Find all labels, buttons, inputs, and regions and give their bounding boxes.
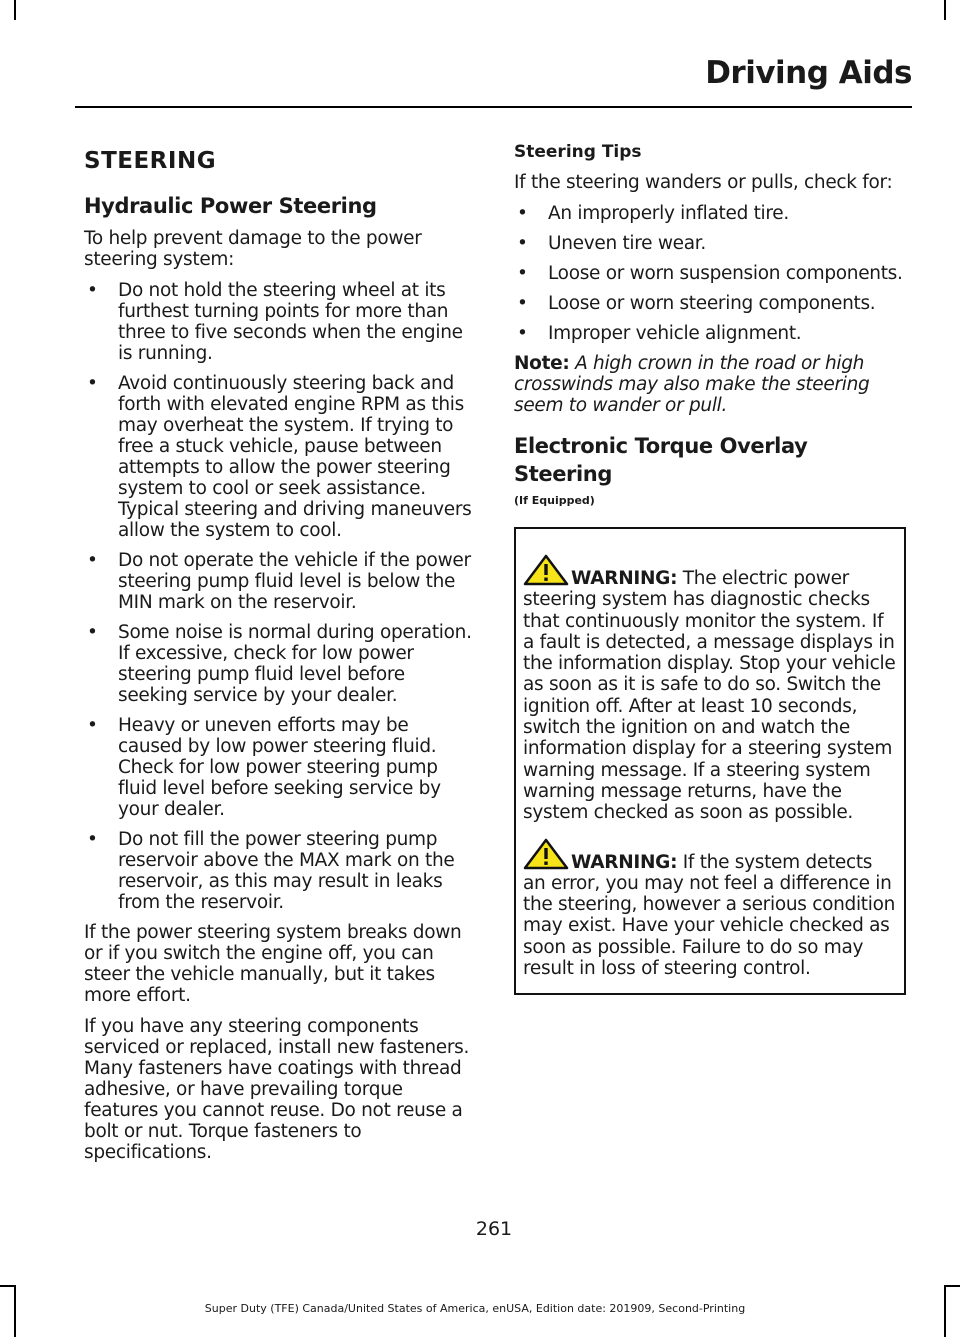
- page-footer: Super Duty (TFE) Canada/United States of America, enUSA, Edition date: 201909, Second-Printing: [204, 1302, 746, 1315]
- warning-label: WARNING:: [571, 568, 678, 589]
- list-item: • Do not fill the power steering pump reservoir above the MAX mark on the reservoir, as this may result in leaks from the reservoir.: [87, 829, 455, 913]
- note: [514, 353, 908, 416]
- steering-tips-title: Steering Tips: [514, 142, 642, 162]
- list-item: • Some noise is normal during operation. If excessive, check for low power steering pump fluid level before seeking service by your dealer.: [87, 622, 472, 706]
- list-item: • Do not operate the vehicle if the power steering pump fluid level is below the MIN mark on the reservoir.: [87, 550, 471, 613]
- subsection-title: Hydraulic Power Steering: [84, 194, 377, 218]
- list-item: • Heavy or uneven efforts may be caused by low power steering fluid. Check for low power steering pump fluid level before seeking service by your dealer.: [87, 715, 441, 820]
- warning-text: If the system detects an error, you may not feel a difference in the steering, however a serious condition may exist. Have your vehicle checked as soon as possible. Failure to do so may result in loss of steering control.: [523, 851, 896, 980]
- warning-text: The electric power steering system has diagnostic checks that continuously monitor the system. If a fault is detected, a message displays in the information display. Stop your vehicle as soon as it is safe to do so. Switch the ignition off. After at least 10 seconds, switch the ignition on and watch the information display for a steering system warning message. If a steering system warning message returns, have the system checked as soon as possible.: [523, 568, 896, 824]
- note-text: A high crown in the road or high crosswinds may also make the steering seem to wander or pull.: [514, 353, 870, 416]
- crop-mark-top-left: [14, 0, 16, 20]
- manual-steering-paragraph: If the power steering system breaks down or if you switch the engine off, you can steer the vehicle manually, but it takes more effort.: [84, 922, 462, 1006]
- warning-label: WARNING:: [571, 851, 678, 873]
- list-item: • Improper vehicle alignment.: [517, 323, 802, 344]
- etos-title: Electronic Torque Overlay Steering: [514, 434, 808, 486]
- steering-tips-list: [514, 203, 908, 344]
- etos-qualifier: (If Equipped): [514, 494, 595, 507]
- warning-triangle-icon: [523, 838, 569, 870]
- header-rule: [75, 106, 912, 108]
- warning-2: [523, 838, 896, 980]
- list-item: • Loose or worn suspension components.: [517, 263, 903, 284]
- page-number: 261: [475, 1218, 513, 1240]
- warning-1: [523, 554, 896, 824]
- left-column: [84, 140, 476, 1173]
- steering-tips-intro: If the steering wanders or pulls, check for:: [514, 172, 893, 193]
- crop-mark-bottom-right-h: [944, 1285, 960, 1287]
- intro-paragraph: To help prevent damage to the power steering system:: [84, 228, 422, 270]
- list-item: • Loose or worn steering components.: [517, 293, 876, 314]
- list-item: • Uneven tire wear.: [517, 233, 706, 254]
- warning-box: [514, 527, 906, 995]
- right-column: [514, 140, 908, 995]
- crop-mark-top-right: [944, 0, 946, 20]
- list-item: • Do not hold the steering wheel at its furthest turning points for more than three to five seconds when the engine is running.: [87, 280, 463, 364]
- warning-triangle-icon: [523, 554, 569, 586]
- section-title: STEERING: [84, 148, 217, 174]
- list-item: • An improperly inflated tire.: [517, 203, 789, 224]
- power-steering-bullets: [84, 280, 476, 913]
- fasteners-paragraph: If you have any steering components serviced or replaced, install new fasteners. Many fasteners have coatings with thread adhesive, or have prevailing torque features you cannot reuse. Do not reuse a bolt or nut. Torque fasteners to specifications.: [84, 1016, 470, 1163]
- crop-mark-bottom-left-h: [0, 1285, 16, 1287]
- note-label: Note:: [514, 353, 570, 374]
- list-item: • Avoid continuously steering back and forth with elevated engine RPM as this may overheat the system. If trying to free a stuck vehicle, pause between attempts to allow the power steering system to cool or seek assistance. Typical steering and driving maneuvers allow the system to cool.: [87, 373, 472, 541]
- page-header-title: Driving Aids: [705, 55, 912, 91]
